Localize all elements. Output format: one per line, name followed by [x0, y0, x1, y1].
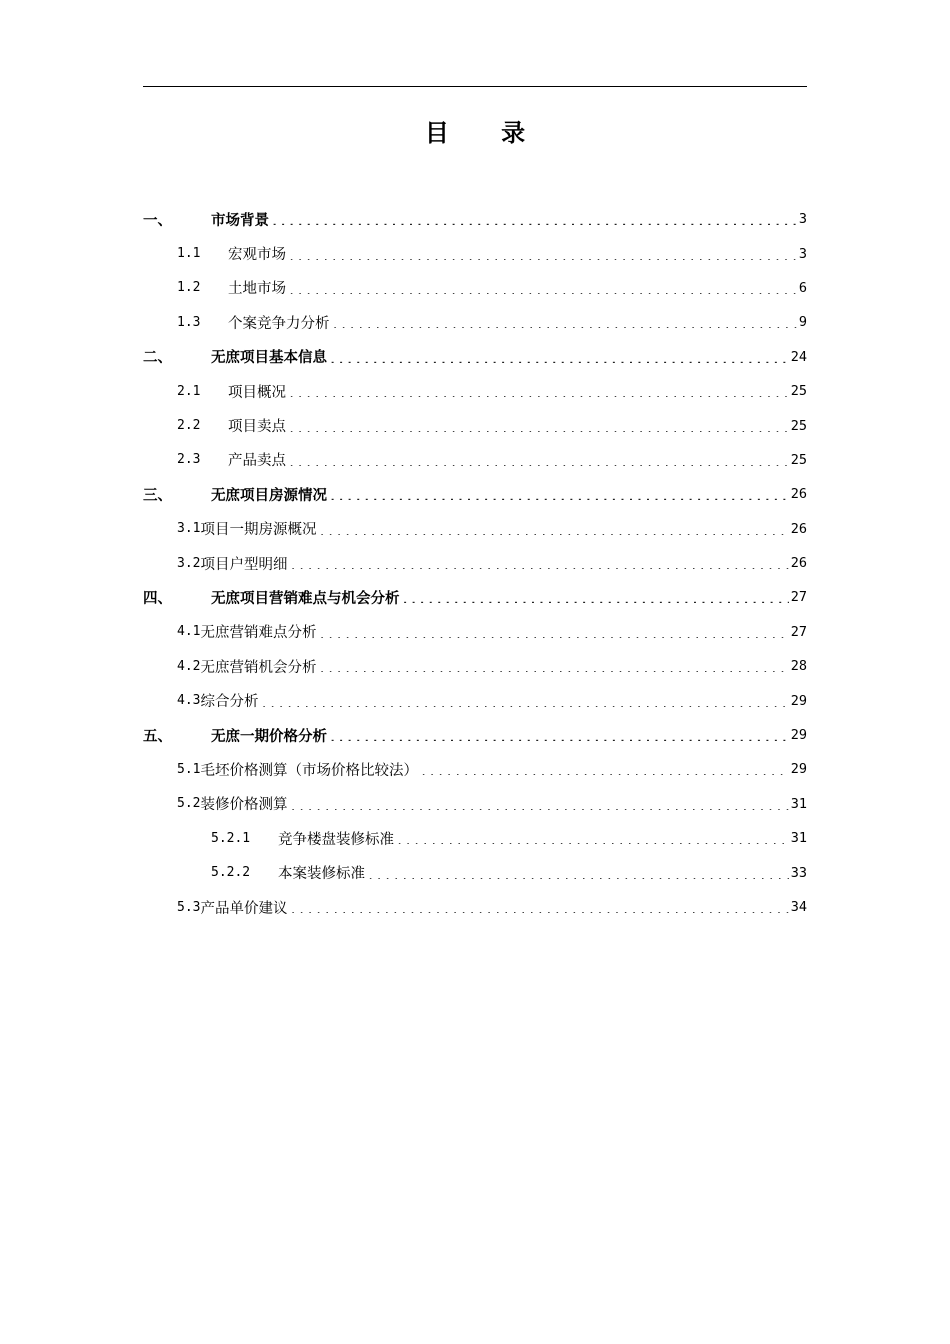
toc-leader-dots	[329, 351, 789, 363]
toc-entry-5-1[interactable]	[143, 752, 807, 786]
toc-leader-dots	[329, 488, 789, 500]
toc-entry-5-2-2[interactable]	[143, 855, 807, 889]
toc-entry-5-3[interactable]	[143, 890, 807, 924]
toc-title: 无庶项目房源情况	[211, 487, 327, 504]
toc-leader-dots	[288, 454, 789, 466]
toc-title: 竞争楼盘装修标准	[278, 831, 394, 848]
toc-entry-5-2[interactable]	[143, 787, 807, 821]
toc-page-number: 28	[790, 658, 807, 675]
header-rule	[143, 86, 807, 87]
toc-number: 5.2.2	[211, 865, 251, 881]
toc-number: 3.1	[177, 521, 201, 537]
toc-number: 5.3	[177, 899, 201, 915]
toc-title: 项目卖点	[228, 419, 286, 436]
toc-entry-2-1[interactable]	[143, 374, 807, 408]
toc-page-number: 31	[790, 795, 807, 812]
toc-entry-5[interactable]	[143, 718, 807, 752]
toc-page-number: 27	[790, 623, 807, 640]
toc-page-number: 31	[790, 830, 807, 847]
toc-leader-dots	[289, 557, 788, 569]
toc-entry-1-3[interactable]	[143, 305, 807, 339]
toc-entry-2-3[interactable]	[143, 443, 807, 477]
toc-number: 二、	[143, 350, 172, 367]
toc-page-number: 29	[790, 692, 807, 709]
toc-leader-dots	[396, 832, 789, 844]
toc-title: 无庶一期价格分析	[211, 728, 327, 745]
toc-title: 综合分析	[200, 694, 259, 711]
toc-number: 1.1	[177, 246, 201, 262]
toc-entry-1-1[interactable]	[143, 236, 807, 270]
toc-title: 产品卖点	[228, 453, 286, 470]
toc-leader-dots	[367, 867, 789, 879]
toc-leader-dots	[420, 763, 789, 775]
toc-number: 1.3	[177, 314, 201, 330]
toc-page-number: 26	[790, 555, 807, 572]
toc-page-number: 26	[790, 486, 807, 503]
toc-number: 五、	[143, 728, 172, 745]
toc-title: 产品单价建议	[200, 900, 288, 917]
toc-leader-dots	[289, 901, 788, 913]
toc-number: 2.3	[177, 452, 201, 468]
toc-title: 宏观市场	[228, 247, 286, 264]
toc-leader-dots	[332, 316, 797, 328]
toc-title: 项目户型明细	[200, 556, 288, 573]
toc-title: 项目概况	[228, 384, 286, 401]
toc-number: 4.2	[177, 658, 201, 674]
toc-number: 5.2.1	[211, 830, 251, 846]
toc-title: 无庶项目营销难点与机会分析	[211, 590, 400, 607]
toc-number: 5.1	[177, 761, 201, 777]
toc-page-number: 3	[798, 245, 807, 262]
toc-leader-dots	[260, 695, 788, 707]
toc-number: 4.3	[177, 693, 201, 709]
toc-entry-5-2-1[interactable]	[143, 821, 807, 855]
toc-leader-dots	[289, 798, 788, 810]
toc-title: 无庶营销机会分析	[200, 659, 317, 676]
page-title: 目 录	[424, 119, 548, 147]
toc-entry-2[interactable]	[143, 340, 807, 374]
toc-number: 1.2	[177, 280, 201, 296]
toc-number: 5.2	[177, 796, 201, 812]
toc-entry-4[interactable]	[143, 580, 807, 614]
toc-title: 本案装修标准	[278, 866, 365, 883]
toc-title: 项目一期房源概况	[200, 522, 317, 539]
toc-entry-2-2[interactable]	[143, 408, 807, 442]
toc-number: 一、	[143, 212, 172, 229]
toc-page-number: 27	[790, 589, 807, 606]
toc-page-number: 25	[790, 383, 807, 400]
toc-leader-dots	[329, 729, 789, 741]
toc-page-number: 25	[790, 451, 807, 468]
toc-leader-dots	[288, 282, 797, 294]
toc-title: 无庶营销难点分析	[200, 625, 317, 642]
toc-leader-dots	[318, 626, 788, 638]
toc-page-number: 6	[798, 279, 807, 296]
toc-title: 无庶项目基本信息	[211, 350, 327, 367]
toc-page-number: 24	[790, 348, 807, 365]
toc-title: 毛坯价格测算（市场价格比较法）	[200, 762, 418, 779]
toc-entry-4-1[interactable]	[143, 615, 807, 649]
toc-page-number: 3	[798, 211, 807, 228]
toc-leader-dots	[318, 660, 788, 672]
toc-number: 三、	[143, 487, 172, 504]
toc-page-number: 34	[790, 899, 807, 915]
toc-page-number: 33	[790, 864, 807, 881]
toc-page-number: 9	[798, 314, 807, 331]
toc-page-number: 25	[790, 417, 807, 434]
toc-title: 个案竞争力分析	[228, 315, 330, 332]
toc-page-number: 29	[790, 761, 807, 778]
toc-title: 土地市场	[228, 281, 286, 298]
toc-page-number: 29	[790, 727, 807, 744]
toc-title: 市场背景	[211, 212, 269, 229]
toc-entry-3-2[interactable]	[143, 546, 807, 580]
toc-number: 3.2	[177, 555, 201, 571]
toc-number: 2.2	[177, 418, 201, 434]
toc-entry-3-1[interactable]	[143, 512, 807, 546]
toc-entry-1-2[interactable]	[143, 271, 807, 305]
toc-number: 四、	[143, 590, 172, 607]
toc-entry-4-2[interactable]	[143, 649, 807, 683]
table-of-contents	[143, 202, 807, 924]
toc-entry-1[interactable]	[143, 202, 807, 236]
toc-leader-dots	[402, 591, 789, 603]
toc-page-number: 26	[790, 520, 807, 537]
toc-leader-dots	[288, 420, 789, 432]
toc-entry-4-3[interactable]	[143, 683, 807, 717]
toc-number: 4.1	[177, 624, 201, 640]
toc-leader-dots	[318, 523, 788, 535]
toc-leader-dots	[288, 385, 789, 397]
toc-leader-dots	[288, 248, 797, 260]
toc-leader-dots	[271, 213, 797, 225]
toc-title: 装修价格测算	[200, 797, 288, 814]
toc-entry-3[interactable]	[143, 477, 807, 511]
toc-number: 2.1	[177, 383, 201, 399]
